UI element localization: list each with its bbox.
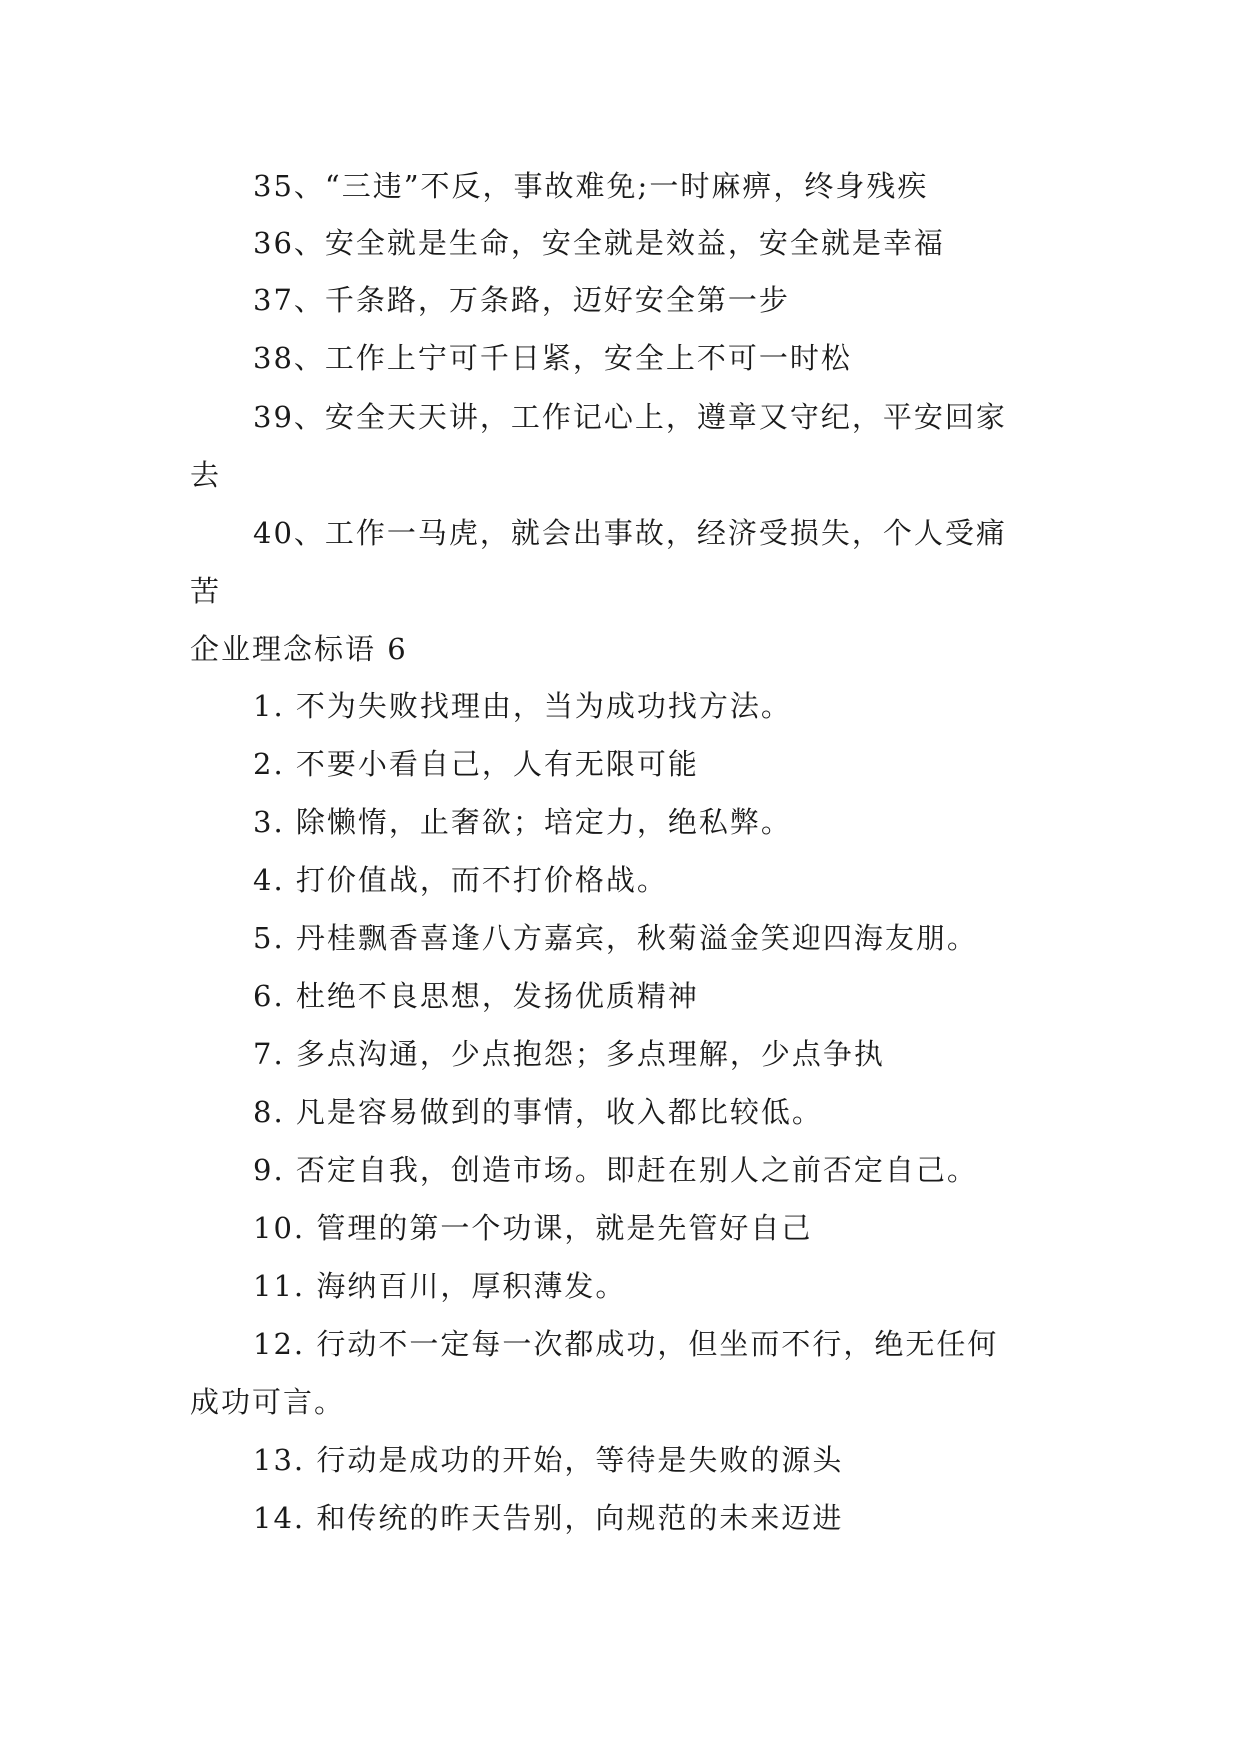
slogan-40: 40、工作一马虎，就会出事故，经济受损失，个人受痛 [253, 516, 1007, 550]
slogan-10: 10. 管理的第一个功课，就是先管好自己 [253, 1211, 813, 1245]
slogan-1: 1. 不为失败找理由，当为成功找方法。 [253, 689, 792, 723]
slogan-11: 11. 海纳百川，厚积薄发。 [253, 1269, 627, 1303]
slogan-12-continuation: 成功可言。 [190, 1385, 346, 1419]
slogan-38: 38、工作上宁可千日紧，安全上不可一时松 [253, 341, 852, 375]
slogan-37: 37、千条路，万条路，迈好安全第一步 [253, 283, 790, 317]
slogan-36: 36、安全就是生命，安全就是效益，安全就是幸福 [253, 226, 945, 260]
slogan-3: 3. 除懒惰，止奢欲；培定力，绝私弊。 [253, 805, 792, 839]
slogan-39-continuation: 去 [190, 458, 222, 492]
slogan-9: 9. 否定自我，创造市场。即赶在别人之前否定自己。 [253, 1153, 978, 1187]
slogan-8: 8. 凡是容易做到的事情，收入都比较低。 [253, 1095, 823, 1129]
slogan-40-continuation: 苦 [190, 574, 222, 608]
slogan-14: 14. 和传统的昨天告别，向规范的未来迈进 [253, 1501, 844, 1535]
slogan-5: 5. 丹桂飘香喜逢八方嘉宾，秋菊溢金笑迎四海友朋。 [253, 921, 978, 955]
slogan-7: 7. 多点沟通，少点抱怨；多点理解，少点争执 [253, 1037, 885, 1071]
slogan-35: 35、“三违”不反，事故难免;一时麻痹，终身残疾 [253, 169, 929, 203]
slogan-6: 6. 杜绝不良思想，发扬优质精神 [253, 979, 699, 1013]
slogan-13: 13. 行动是成功的开始，等待是失败的源头 [253, 1443, 844, 1477]
slogan-39: 39、安全天天讲，工作记心上，遵章又守纪，平安回家 [253, 400, 1007, 434]
slogan-4: 4. 打价值战，而不打价格战。 [253, 863, 668, 897]
slogan-2: 2. 不要小看自己，人有无限可能 [253, 747, 699, 781]
slogan-12: 12. 行动不一定每一次都成功，但坐而不行，绝无任何 [253, 1327, 999, 1361]
section-heading: 企业理念标语 6 [190, 632, 408, 666]
